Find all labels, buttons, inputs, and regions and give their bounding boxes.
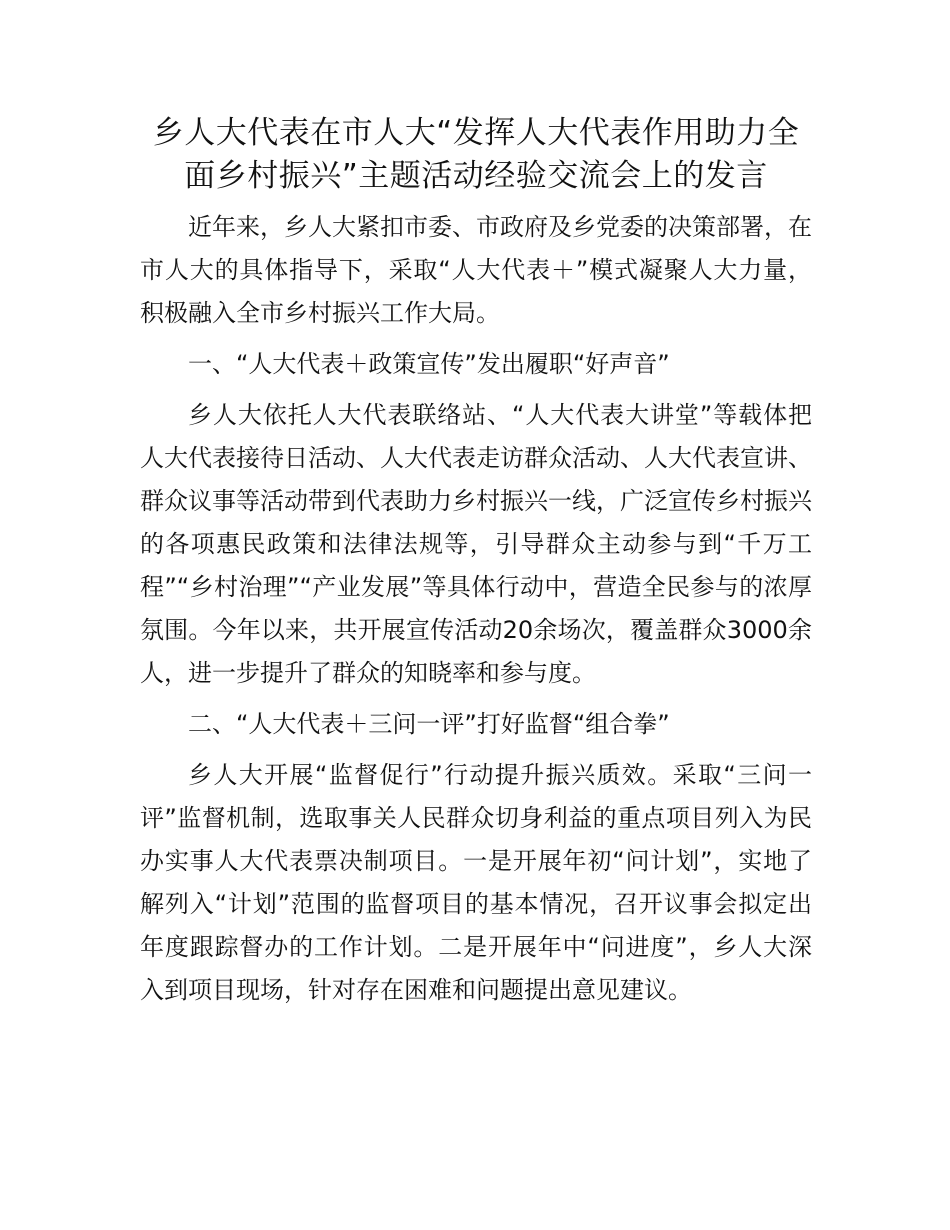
section-heading-1: 一、“人大代表＋政策宣传”发出履职“好声音” — [188, 350, 670, 378]
intro-paragraph: 近年来，乡人大紧扣市委、市政府及乡党委的决策部署，在市人大的具体指导下，采取“人大代表＋”模式凝聚人大力量，积极融入全市乡村振兴工作大局。 — [140, 213, 812, 327]
document-title: 乡人大代表在市人大“发挥人大代表作用助力全面乡村振兴”主题活动经验交流会上的发言 — [152, 115, 800, 194]
section-2-paragraph: 乡人大开展“监督促行”行动提升振兴质效。采取“三问一评”监督机制，选取事关人民群众切身利益的重点项目列入为民办实事人大代表票决制项目。一是开展年初“问计划”，实地了解列入“计划”范围的监督项目的基本情况，召开议事会拟定出年度跟踪督办的工作计划。二是开展年中“问进度”，乡人大深入到项目现场，针对存在困难和问题提出意见建议。 — [140, 761, 812, 1004]
section-1-paragraph: 乡人大依托人大代表联络站、“人大代表大讲堂”等载体把人大代表接待日活动、人大代表走访群众活动、人大代表宣讲、群众议事等活动带到代表助力乡村振兴一线，广泛宣传乡村振兴的各项惠民政策和法律法规等，引导群众主动参与到“千万工程”“乡村治理”“产业发展”等具体行动中，营造全民参与的浓厚氛围。今年以来，共开展宣传活动20余场次，覆盖群众3000余人，进一步提升了群众的知晓率和参与度。 — [140, 401, 812, 687]
document-page — [140, 112, 812, 1012]
section-heading-2: 二、“人大代表＋三问一评”打好监督“组合拳” — [188, 710, 670, 738]
